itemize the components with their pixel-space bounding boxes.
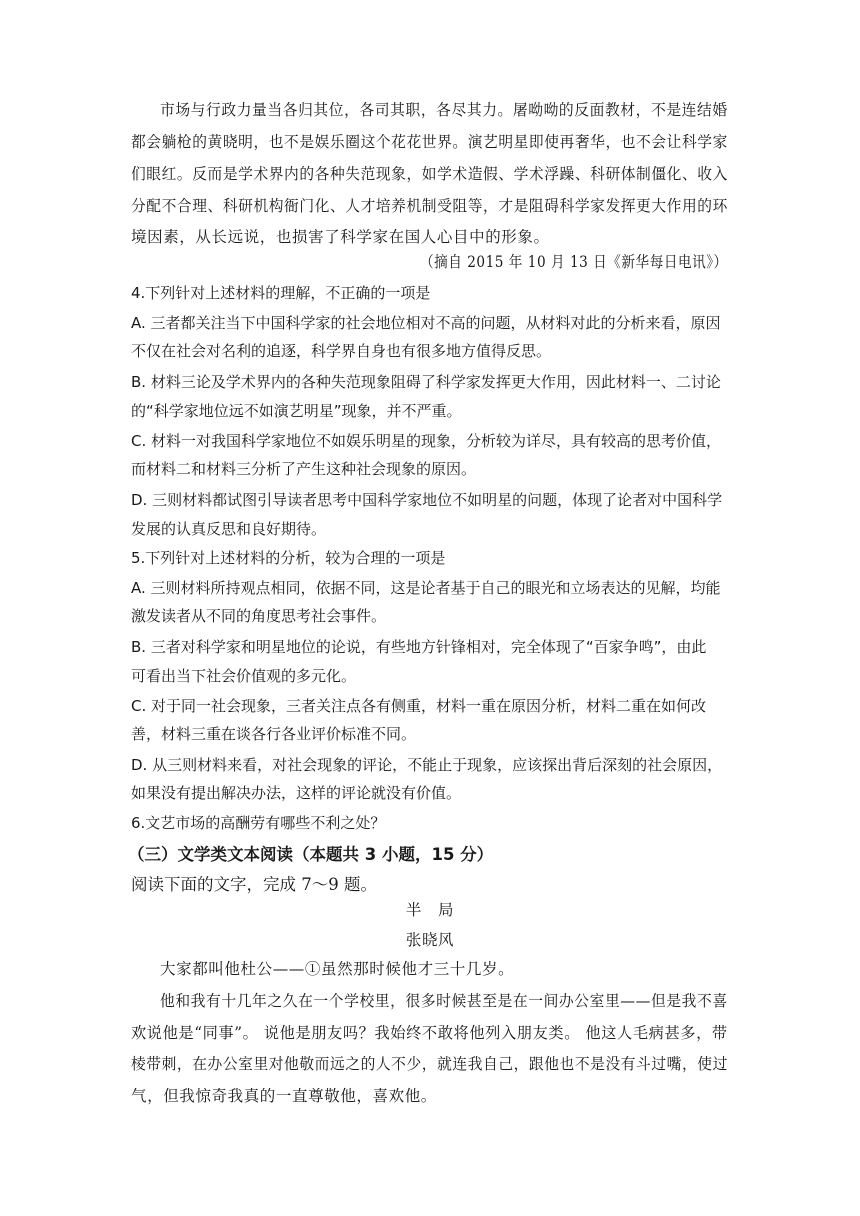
story-author: 张晓风 (405, 931, 455, 949)
material3-source: （摘自 2015 年 10 月 13 日《新华每日电讯》） (420, 253, 728, 271)
q4-stem: 4.下列针对上述材料的理解，不正确的一项是 (131, 284, 431, 302)
q4-option-c-line-1: C. 材料一对我国科学家地位不如娱乐明星的现象，分析较为详尽，具有较高的思考价值， (131, 432, 722, 450)
q4-option-d-line-2: 发展的认真反思和良好期待。 (131, 520, 327, 538)
material3-line-1: 市场与行政力量当各归其位，各司其职，各尽其力。屠呦呦的反面教材，不是连结婚 (160, 101, 728, 119)
q6-stem: 6.文艺市场的高酬劳有哪些不利之处？ (131, 814, 386, 832)
q4-option-b-line-2: 的“科学家地位远不如演艺明星”现象，并不严重。 (131, 402, 462, 420)
material3-line-3: 们眼红。反而是学术界内的各种失范现象，如学术造假、学术浮躁、科研体制僵化、收入 (131, 165, 728, 183)
story-paragraph-2-line-1: 他和我有十几年之久在一个学校里，很多时候甚至是在一间办公室里——但是我不喜 (160, 992, 728, 1010)
q4-option-c-line-2: 而材料二和材料三分析了产生这种社会现象的原因。 (131, 460, 477, 478)
q4-option-b-line-1: B. 材料三论及学术界内的各种失范现象阻碍了科学家发挥更大作用，因此材料一、二讨论 (131, 373, 721, 391)
section-instruction: 阅读下面的文字，完成 7～9 题。 (131, 875, 377, 894)
q5-option-b-line-1: B. 三者对科学家和明星地位的论说，有些地方针锋相对，完全体现了“百家争鸣”，由此 (131, 638, 707, 656)
q5-option-a-line-1: A. 三则材料所持观点相同，依据不同，这是论者基于自己的眼光和立场表达的见解，均能 (131, 579, 721, 597)
story-paragraph-2-line-4: 气，但我惊奇我真的一直尊敬他，喜欢他。 (131, 1087, 437, 1105)
q5-option-c-line-1: C. 对于同一社会现象，三者关注点各有侧重，材料一重在原因分析，材料二重在如何改 (131, 697, 707, 715)
q5-option-d-line-2: 如果没有提出解决办法，这样的评论就没有价值。 (131, 784, 462, 802)
material3-line-5: 境因素，从长远说，也损害了科学家在国人心目中的形象。 (131, 228, 550, 246)
story-paragraph-2-line-3: 棱带刺，在办公室里对他敬而远之的人不少，就连我自己，跟他也不是没有斗过嘴，使过 (131, 1055, 728, 1073)
story-title: 半 局 (405, 901, 455, 919)
q4-option-d-line-1: D. 三则材料都试图引导读者思考中国科学家地位不如明星的问题，体现了论者对中国科学 (131, 491, 723, 509)
q5-option-c-line-2: 善，材料三重在谈各行各业评价标准不同。 (131, 725, 417, 743)
story-paragraph-2-line-2: 欢说他是“同事”。 说他是朋友吗？我始终不敢将他列入朋友类。 他这人毛病甚多，带 (131, 1024, 728, 1042)
material3-line-4: 分配不合理、科研机构衙门化、人才培养机制受阻等，才是阻碍科学家发挥更大作用的环 (131, 197, 728, 215)
q4-option-a-line-2: 不仅在社会对名利的追逐，科学界自身也有很多地方值得反思。 (131, 342, 552, 360)
material3-line-2: 都会躺枪的黄晓明，也不是娱乐圈这个花花世界。演艺明星即使再奢华，也不会让科学家 (131, 133, 728, 151)
q4-option-a-line-1: A. 三者都关注当下中国科学家的社会地位相对不高的问题，从材料对此的分析来看，原因 (131, 314, 721, 332)
story-paragraph-1: 大家都叫他杜公——①虽然那时候他才三十几岁。 (160, 960, 515, 978)
q5-option-b-line-2: 可看出当下社会价值观的多元化。 (131, 667, 357, 685)
q5-stem: 5.下列针对上述材料的分析，较为合理的一项是 (131, 549, 446, 567)
q5-option-a-line-2: 激发读者从不同的角度思考社会事件。 (131, 607, 387, 625)
section-heading: （三）文学类文本阅读（本题共 3 小题，15 分） (128, 845, 494, 864)
q5-option-d-line-1: D. 从三则材料来看，对社会现象的评论，不能止于现象，应该探出背后深刻的社会原因， (131, 756, 723, 774)
